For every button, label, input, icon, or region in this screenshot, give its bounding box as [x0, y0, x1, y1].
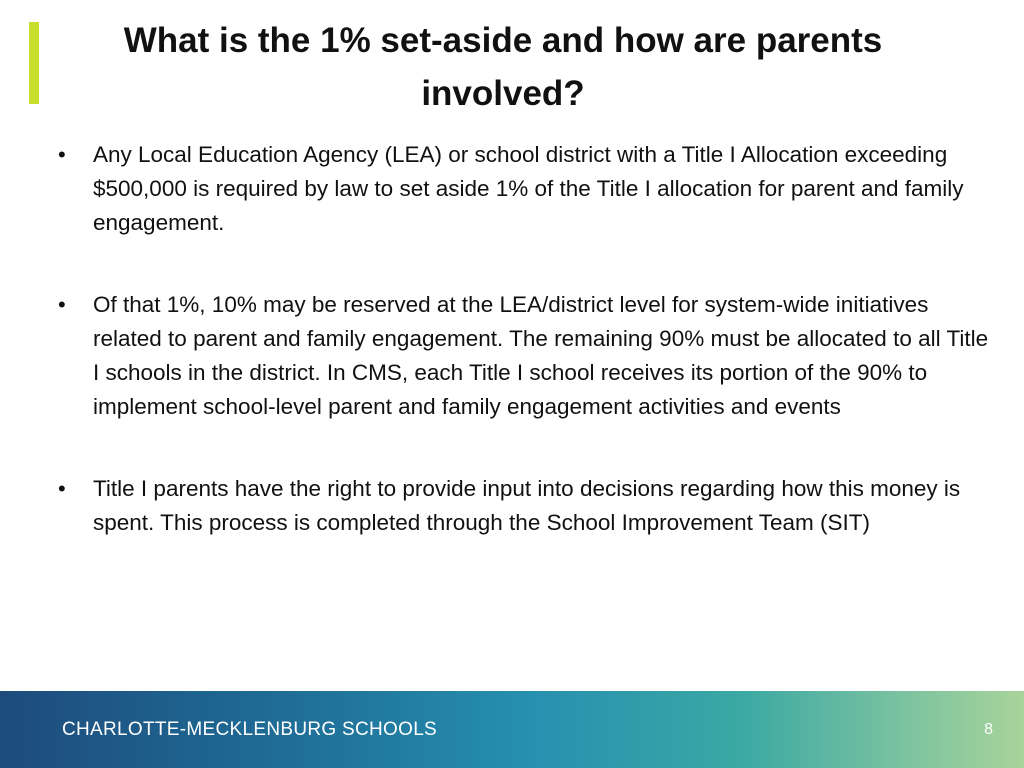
bullet-item	[53, 472, 993, 540]
title-accent-bar	[29, 22, 39, 104]
bullet-text: Title I parents have the right to provide input into decisions regarding how this money is spent. This process is completed through the School Improvement Team (SIT)	[93, 476, 961, 535]
bullet-list	[53, 138, 993, 588]
slide-title: What is the 1% set-aside and how are parents involved?	[123, 21, 883, 113]
bullet-item	[53, 288, 993, 424]
page-number: 8	[984, 721, 993, 738]
footer-banner	[0, 691, 1024, 768]
bullet-text: Any Local Education Agency (LEA) or school district with a Title I Allocation exceeding $500,000 is required by law to set aside 1% of the Title I allocation for parent and family engagement.	[93, 142, 964, 235]
bullet-item	[53, 138, 993, 240]
bullet-icon: •	[58, 142, 66, 167]
bullet-icon: •	[58, 476, 66, 501]
organization-name: CHARLOTTE-MECKLENBURG SCHOOLS	[62, 719, 438, 740]
bullet-icon: •	[58, 292, 66, 317]
bullet-text: Of that 1%, 10% may be reserved at the LEA/district level for system-wide initiatives related to parent and family engagement. The remaining 90% must be allocated to all Title I schools in the district. In CMS, each Title I school receives its portion of the 90% to implement school-level parent and family engagement activities and events	[93, 292, 989, 419]
